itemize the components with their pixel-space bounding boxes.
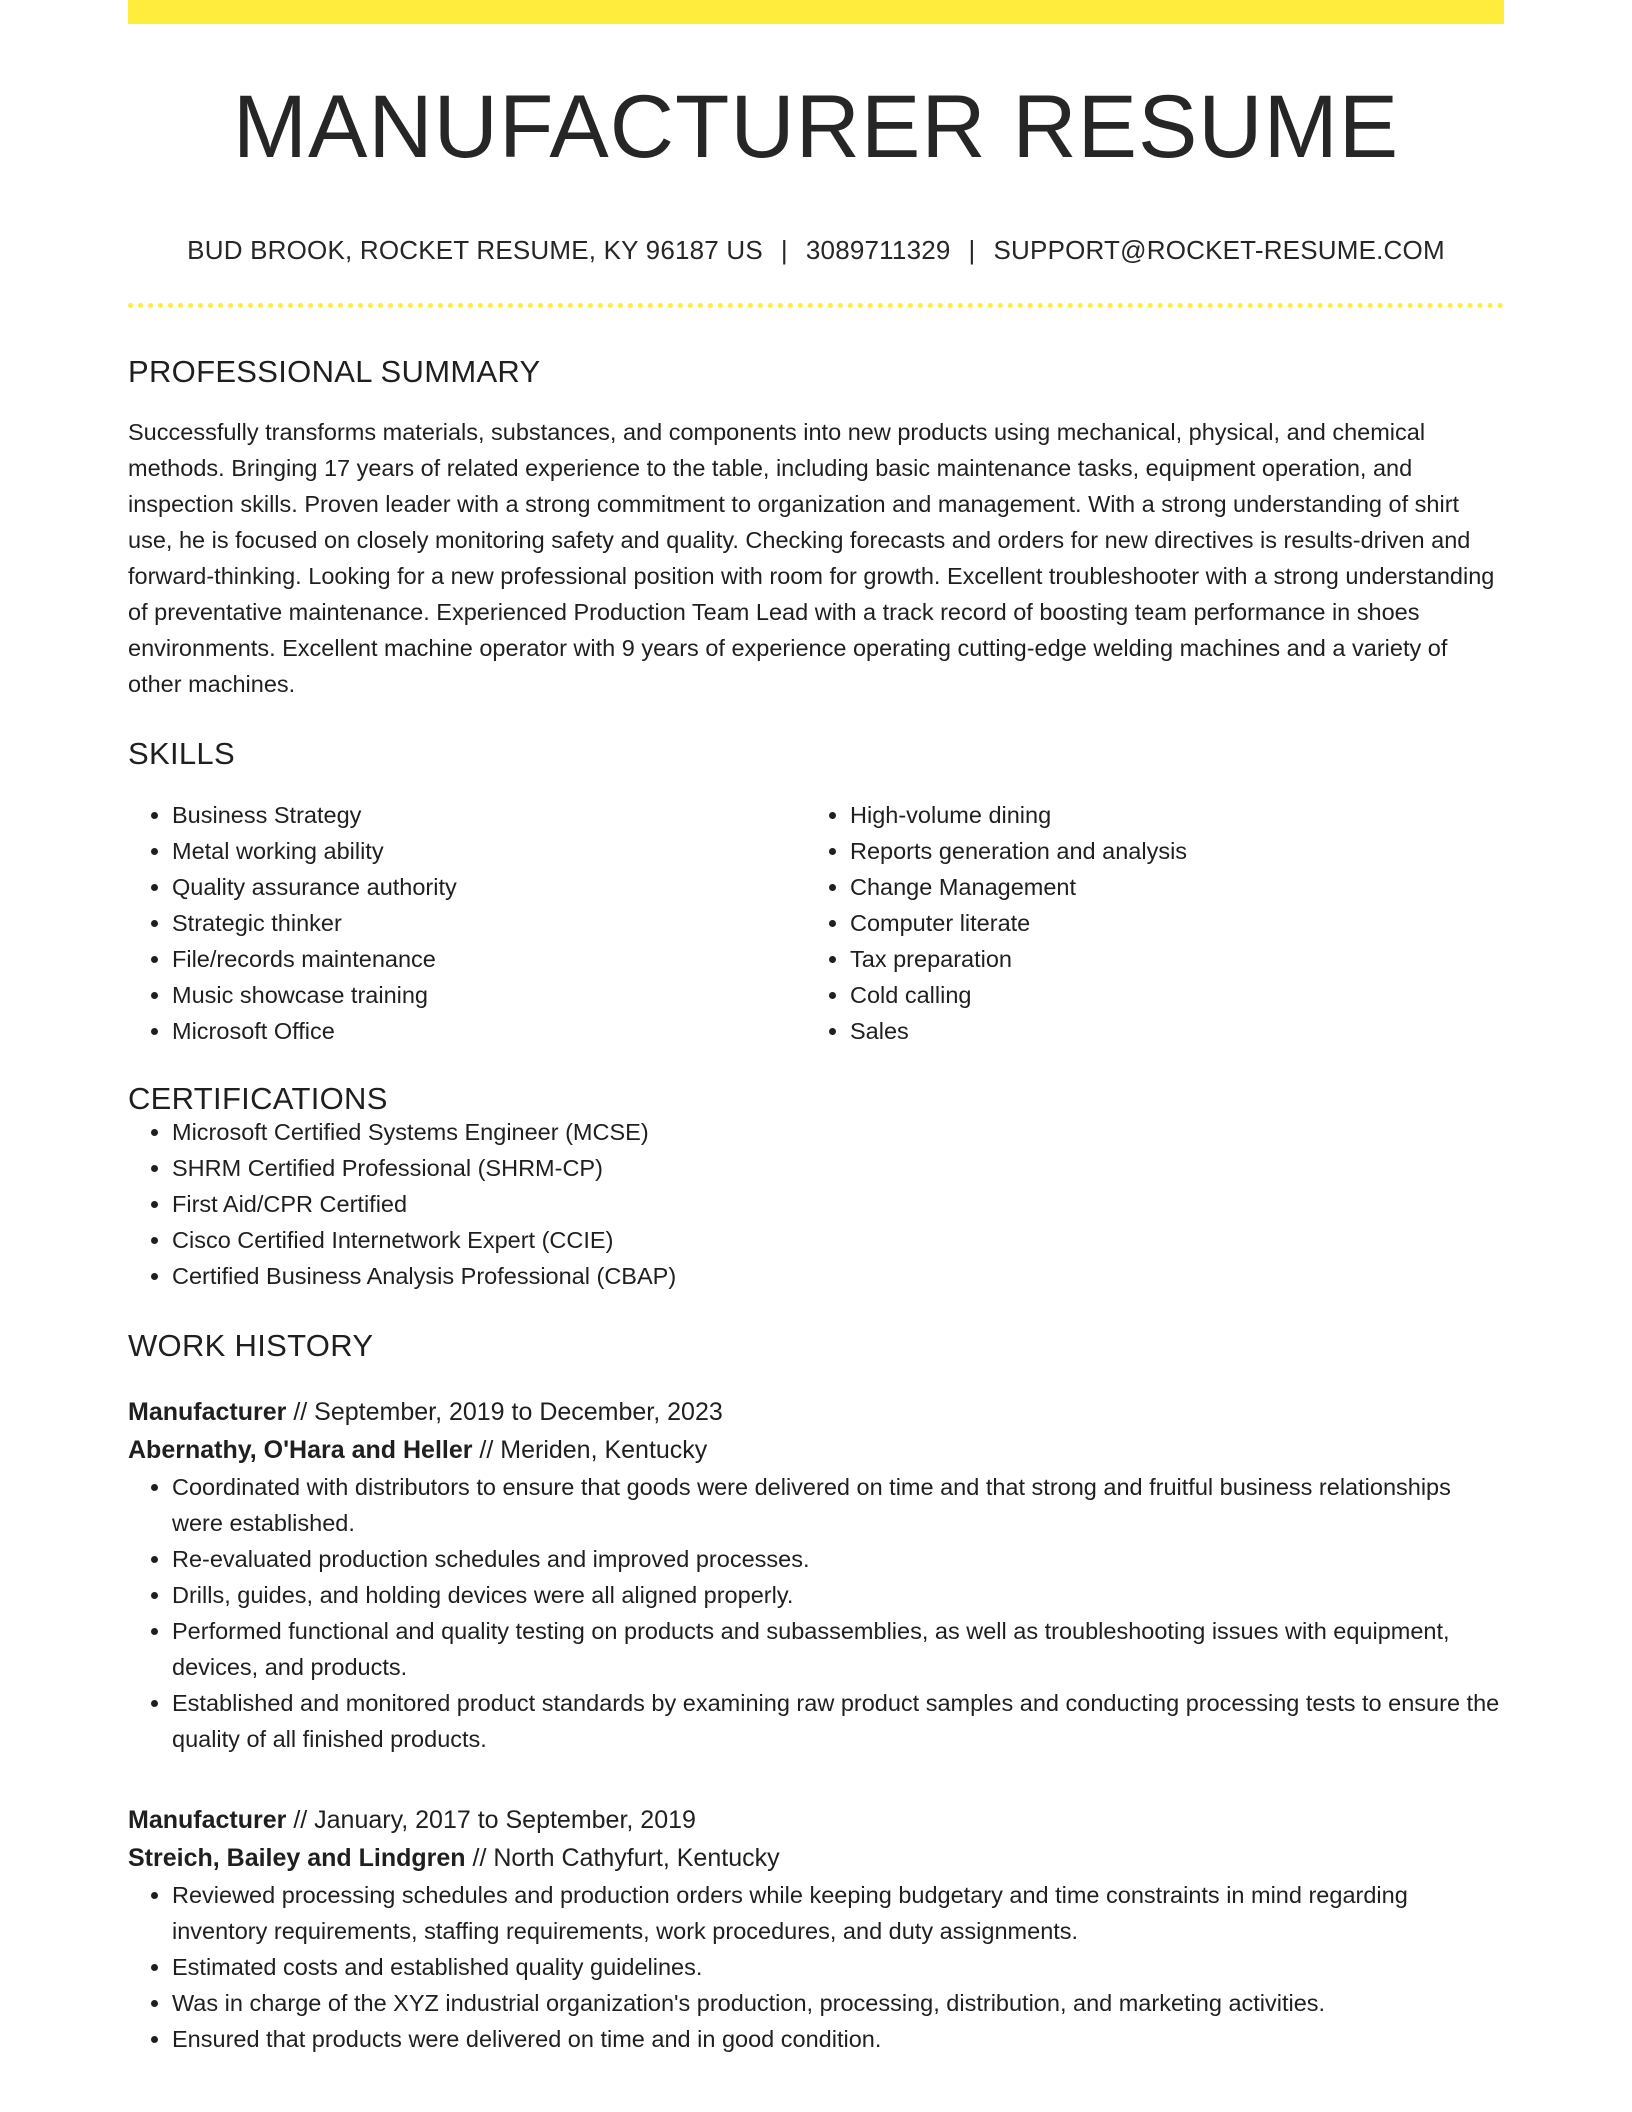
- certification-item: • Certified Business Analysis Professional (CBAP): [172, 1258, 1504, 1294]
- job-bullets: [128, 1877, 1504, 2057]
- job-bullet: • Coordinated with distributors to ensure that goods were delivered on time and that strong and fruitful business relationships were established.: [172, 1469, 1504, 1541]
- job-dates: // September, 2019 to December, 2023: [286, 1398, 723, 1426]
- work-history-heading: WORK HISTORY: [128, 1328, 374, 1363]
- skills-column-right: [806, 797, 1484, 1049]
- certification-item: • Cisco Certified Internetwork Expert (CCIE): [172, 1222, 1504, 1258]
- certification-item: • Microsoft Certified Systems Engineer (MCSE): [172, 1114, 1504, 1150]
- skill-item: • Quality assurance authority: [172, 869, 806, 905]
- job-bullet: • Reviewed processing schedules and production orders while keeping budgetary and time constraints in mind regarding inventory requirements, staffing requirements, work procedures, and duty assignments.: [172, 1877, 1504, 1949]
- skills-list-right: [806, 797, 1484, 1049]
- certifications-list: [128, 1114, 1504, 1294]
- skills-column-left: [128, 797, 806, 1049]
- job-location: // North Cathyfurt, Kentucky: [465, 1844, 780, 1872]
- resume-page: [128, 0, 1504, 2057]
- job-bullet: • Estimated costs and established quality guidelines.: [172, 1949, 1504, 1985]
- skill-item: • Microsoft Office: [172, 1013, 806, 1049]
- certification-item: • First Aid/CPR Certified: [172, 1186, 1504, 1222]
- job-role: Manufacturer: [128, 1398, 287, 1426]
- certification-item: • SHRM Certified Professional (SHRM-CP): [172, 1150, 1504, 1186]
- skill-item: • Change Management: [850, 869, 1484, 905]
- job-bullet: • Drills, guides, and holding devices were all aligned properly.: [172, 1577, 1504, 1613]
- job-entry: [128, 1393, 1504, 1757]
- contact-phone: 3089711329: [805, 235, 951, 265]
- contact-line: [128, 237, 1504, 263]
- job-role-line: [128, 1801, 1504, 1839]
- top-accent-bar: [128, 0, 1504, 24]
- skill-item: • File/records maintenance: [172, 941, 806, 977]
- job-bullet: • Ensured that products were delivered on time and in good condition.: [172, 2021, 1504, 2057]
- skills-heading: SKILLS: [128, 736, 235, 771]
- skill-item: • Computer literate: [850, 905, 1484, 941]
- summary-text: Successfully transforms materials, substances, and components into new products using mechanical, physical, and chemical methods. Bringing 17 years of related experience to the table, including basic maintenance tasks, equipment operation, and inspection skills. Proven leader with a strong commitment to organization and management. With a strong understanding of shirt use, he is focused on closely monitoring safety and quality. Checking forecasts and orders for new directives is results-driven and forward-thinking. Looking for a new professional position with room for growth. Excellent troubleshooter with a strong understanding of preventative maintenance. Experienced Production Team Lead with a track record of boosting team performance in shoes environments. Excellent machine operator with 9 years of experience operating cutting-edge welding machines and a variety of other machines.: [128, 419, 1495, 697]
- dotted-divider: [128, 303, 1504, 308]
- job-bullet: • Was in charge of the XYZ industrial organization's production, processing, distribution, and marketing activities.: [172, 1985, 1504, 2021]
- job-company-line: [128, 1431, 1504, 1469]
- contact-address: BUD BROOK, ROCKET RESUME, KY 96187 US: [187, 235, 763, 265]
- summary-heading: PROFESSIONAL SUMMARY: [128, 354, 541, 389]
- job-bullets: [128, 1469, 1504, 1757]
- contact-separator: |: [968, 235, 976, 265]
- job-bullet: • Established and monitored product standards by examining raw product samples and conducting processing tests to ensure the quality of all finished products.: [172, 1685, 1504, 1757]
- job-bullet: • Performed functional and quality testing on products and subassemblies, as well as troubleshooting issues with equipment, devices, and products.: [172, 1613, 1504, 1685]
- job-company: Streich, Bailey and Lindgren: [128, 1844, 466, 1872]
- skill-item: • Music showcase training: [172, 977, 806, 1013]
- job-company: Abernathy, O'Hara and Heller: [128, 1436, 473, 1464]
- skill-item: • High-volume dining: [850, 797, 1484, 833]
- skill-item: • Business Strategy: [172, 797, 806, 833]
- contact-email[interactable]: SUPPORT@ROCKET-RESUME.COM: [993, 235, 1445, 265]
- skill-item: • Tax preparation: [850, 941, 1484, 977]
- job-location: // Meriden, Kentucky: [472, 1436, 708, 1464]
- resume-title: MANUFACTURER RESUME: [232, 76, 1400, 176]
- job-role-line: [128, 1393, 1504, 1431]
- contact-separator: |: [780, 235, 788, 265]
- job-company-line: [128, 1839, 1504, 1877]
- job-bullet: • Re-evaluated production schedules and improved processes.: [172, 1541, 1504, 1577]
- certifications-heading: CERTIFICATIONS: [128, 1081, 388, 1116]
- job-role: Manufacturer: [128, 1806, 287, 1834]
- job-dates: // January, 2017 to September, 2019: [286, 1806, 696, 1834]
- skill-item: • Strategic thinker: [172, 905, 806, 941]
- skills-list-left: [128, 797, 806, 1049]
- skill-item: • Metal working ability: [172, 833, 806, 869]
- job-entry: [128, 1801, 1504, 2057]
- skills-grid: [128, 797, 1504, 1049]
- skill-item: • Sales: [850, 1013, 1484, 1049]
- skill-item: • Reports generation and analysis: [850, 833, 1484, 869]
- skill-item: • Cold calling: [850, 977, 1484, 1013]
